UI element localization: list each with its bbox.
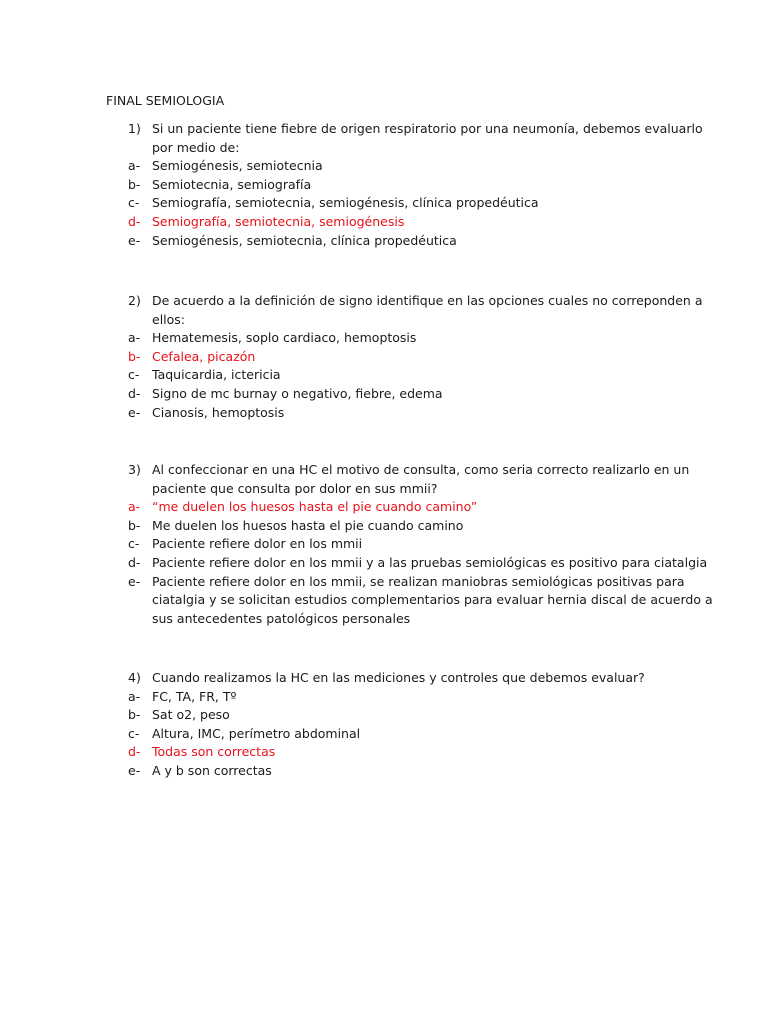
question-text-line: [0, 292, 768, 311]
question-2: [0, 292, 768, 422]
option-letter: e-: [128, 404, 141, 420]
question-3: [0, 461, 768, 628]
option-letter: a-: [128, 688, 141, 704]
answer-option: [0, 762, 768, 781]
option-letter: a-: [128, 499, 141, 515]
option-letter: d-: [128, 213, 141, 229]
answer-option-correct: [0, 348, 768, 367]
option-text: Semiogénesis, semiotecnia, clínica propedéutica: [152, 232, 457, 248]
question-text-line: [0, 311, 768, 330]
question-text: Cuando realizamos la HC en las mediciones y controles que debemos evaluar?: [152, 670, 645, 685]
answer-option: [0, 725, 768, 744]
option-text: Taquicardia, ictericia: [152, 367, 281, 383]
question-text-line: [0, 480, 768, 499]
answer-option: [0, 176, 768, 195]
option-letter: b-: [128, 707, 141, 723]
option-text: A y b son correctas: [152, 762, 272, 778]
option-letter: b-: [128, 176, 141, 192]
option-text: sus antecedentes patológicos personales: [152, 610, 411, 626]
answer-option: [0, 573, 768, 592]
answer-option-correct: [0, 213, 768, 232]
answer-option: [0, 591, 768, 610]
option-letter: d-: [128, 744, 141, 760]
option-letter: c-: [128, 195, 140, 211]
option-text: Cianosis, hemoptosis: [152, 404, 285, 420]
option-text: Semiografía, semiotecnia, semiogénesis: [152, 213, 405, 229]
question-text: por medio de:: [152, 139, 240, 155]
option-letter: a-: [128, 158, 141, 174]
answer-option: [0, 688, 768, 707]
question-text-line: [0, 120, 768, 139]
question-text: Al confeccionar en una HC el motivo de consulta, como seria correcto realizarlo en un: [152, 462, 690, 477]
question-number: 4): [128, 670, 141, 685]
answer-option: [0, 385, 768, 404]
option-text: Altura, IMC, perímetro abdominal: [152, 725, 361, 741]
option-letter: e-: [128, 232, 141, 248]
question-text: paciente que consulta por dolor en sus mmii?: [152, 480, 438, 496]
answer-option-correct: [0, 743, 768, 762]
option-text: ciatalgia y se solicitan estudios complementarios para evaluar hernia discal de acuerdo a: [152, 592, 713, 608]
answer-option-correct: [0, 498, 768, 517]
option-text: Semiogénesis, semiotecnia: [152, 158, 323, 174]
answer-option: [0, 610, 768, 629]
answer-option: [0, 329, 768, 348]
answer-option: [0, 517, 768, 536]
question-text: De acuerdo a la definición de signo identifique en las opciones cuales no correponden a: [152, 293, 703, 308]
option-letter: c-: [128, 725, 140, 741]
question-number: 2): [128, 293, 141, 308]
option-text: Hematemesis, soplo cardiaco, hemoptosis: [152, 330, 417, 346]
question-1: [0, 120, 768, 250]
question-text: ellos:: [152, 311, 186, 327]
page-title: FINAL SEMIOLOGIA: [106, 93, 225, 108]
question-text-line: [0, 669, 768, 688]
question-text-line: [0, 139, 768, 158]
question-number: 3): [128, 462, 141, 477]
option-letter: e-: [128, 573, 141, 589]
option-text: Paciente refiere dolor en los mmii y a las pruebas semiológicas es positivo para ciatalgia: [152, 554, 708, 570]
option-text: Paciente refiere dolor en los mmii, se realizan maniobras semiológicas positivas para: [152, 573, 685, 589]
option-text: “me duelen los huesos hasta el pie cuando camino”: [152, 499, 478, 515]
option-text: Sat o2, peso: [152, 707, 230, 723]
option-text: Me duelen los huesos hasta el pie cuando camino: [152, 517, 464, 533]
option-letter: b-: [128, 517, 141, 533]
answer-option: [0, 157, 768, 176]
option-letter: b-: [128, 348, 141, 364]
answer-option: [0, 535, 768, 554]
option-text: FC, TA, FR, Tº: [152, 688, 237, 704]
question-4: [0, 669, 768, 781]
option-letter: c-: [128, 536, 140, 552]
question-text: Si un paciente tiene fiebre de origen respiratorio por una neumonía, debemos evaluarlo: [152, 121, 703, 136]
option-text: Signo de mc burnay o negativo, fiebre, edema: [152, 385, 443, 401]
option-text: Todas son correctas: [152, 744, 276, 760]
option-letter: d-: [128, 554, 141, 570]
option-text: Semiografía, semiotecnia, semiogénesis, clínica propedéutica: [152, 195, 539, 211]
option-letter: d-: [128, 385, 141, 401]
option-text: Paciente refiere dolor en los mmii: [152, 536, 363, 552]
option-text: Cefalea, picazón: [152, 348, 256, 364]
option-text: Semiotecnia, semiografía: [152, 176, 312, 192]
option-letter: a-: [128, 330, 141, 346]
answer-option: [0, 706, 768, 725]
answer-option: [0, 554, 768, 573]
question-number: 1): [128, 121, 141, 136]
answer-option: [0, 194, 768, 213]
answer-option: [0, 366, 768, 385]
answer-option: [0, 232, 768, 251]
question-text-line: [0, 461, 768, 480]
option-letter: c-: [128, 367, 140, 383]
answer-option: [0, 404, 768, 423]
option-letter: e-: [128, 762, 141, 778]
